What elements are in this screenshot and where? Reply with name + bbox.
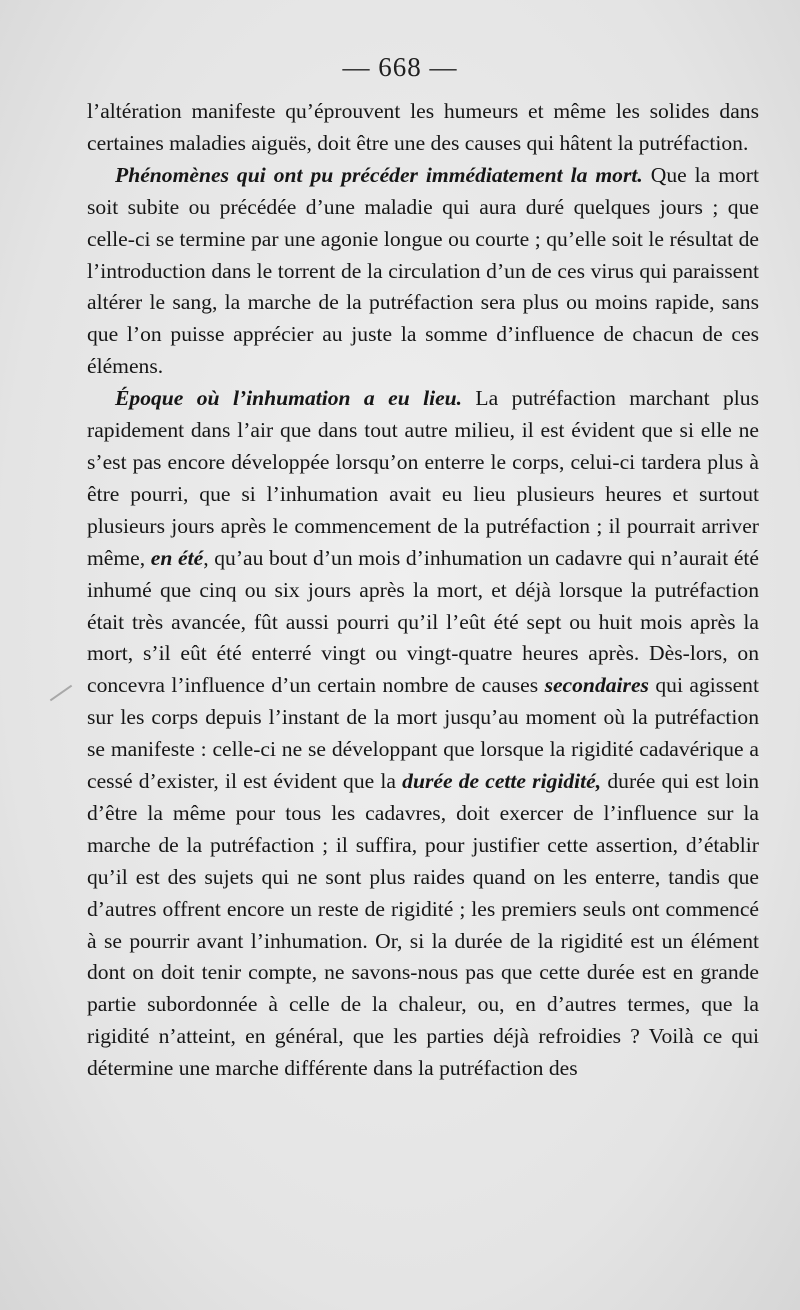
paragraph-3-text-b: , qu’au bout d’un mois d’inhumation un cadavre qui n’aurait été inhumé que cinq ou six jours après la mort, et déjà lorsque la putréfaction était très avancée, fût aussi pourri qu’il l’eût été sept ou huit mois après la mort, s’il eût été enterré vingt ou vingt-quatre heures après. Dès-lors, on concevra l’influence d’un certain nombre de causes [87, 545, 759, 698]
section-heading-phenomenes: Phénomènes qui ont pu précéder immédiatement la mort. [115, 162, 643, 187]
emphasis-en-ete: en été [150, 545, 204, 570]
body-text [87, 96, 759, 1085]
paragraph-3 [87, 383, 759, 1085]
paragraph-2 [87, 160, 759, 383]
margin-mark [50, 685, 72, 702]
paragraph-3-text-c: qui agissent sur les corps depuis l’instant de la mort jusqu’au moment où la putréfaction se manifeste : celle-ci ne se développant que lorsque la rigidité cadavérique a cessé d’exister, il est évident que la [87, 673, 759, 794]
section-heading-epoque: Époque où l’inhumation a eu lieu. [115, 386, 463, 411]
paragraph-3-text-a: La putréfaction marchant plus rapidement dans l’air que dans tout autre milieu, il est évident que si elle ne s’est pas encore développée lorsqu’on enterre le corps, celui-ci tardera plus à être pourri, que si l’inhumation avait eu lieu plusieurs heures et surtout plusieurs jours après le commencement de la putréfaction ; il pourrait arriver même, [87, 386, 759, 570]
paragraph-2-text: Que la mort soit subite ou précédée d’une maladie qui aura duré quelques jours ; que celle-ci se termine par une agonie longue ou courte ; qu’elle soit le résultat de l’introduction dans le torrent de la circulation d’un de ces virus qui paraissent altérer le sang, la marche de la putréfaction sera plus ou moins rapide, sans que l’on puisse apprécier au juste la somme d’influence de chacun de ces élémens. [87, 162, 759, 379]
paragraph-3-text-d: durée qui est loin d’être la même pour tous les cadavres, doit exercer de l’influence sur la marche de la putréfaction ; il suffira, pour justifier cette assertion, d’établir qu’il est des sujets qui ne sont plus raides quand on les enterre, tandis que d’autres offrent encore un reste de rigidité ; les premiers seuls ont commencé à se pourrir avant l’inhumation. Or, si la durée de la rigidité est un élément dont on doit tenir compte, ne savons-nous pas que cette durée est en grande partie subordonnée à celle de la chaleur, ou, en d’autres termes, que la rigidité n’atteint, en général, que les parties déjà refroidies ? Voilà ce qui détermine une marche différente dans la putréfaction des [87, 769, 759, 1081]
paragraph-1: l’altération manifeste qu’éprouvent les humeurs et même les solides dans certaines maladies aiguës, doit être une des causes qui hâtent la putréfaction. [87, 99, 759, 155]
emphasis-duree-rigidite: durée de cette rigidité, [402, 769, 602, 794]
emphasis-secondaires: secondaires [544, 673, 649, 698]
page-number: — 668 — [342, 52, 458, 82]
